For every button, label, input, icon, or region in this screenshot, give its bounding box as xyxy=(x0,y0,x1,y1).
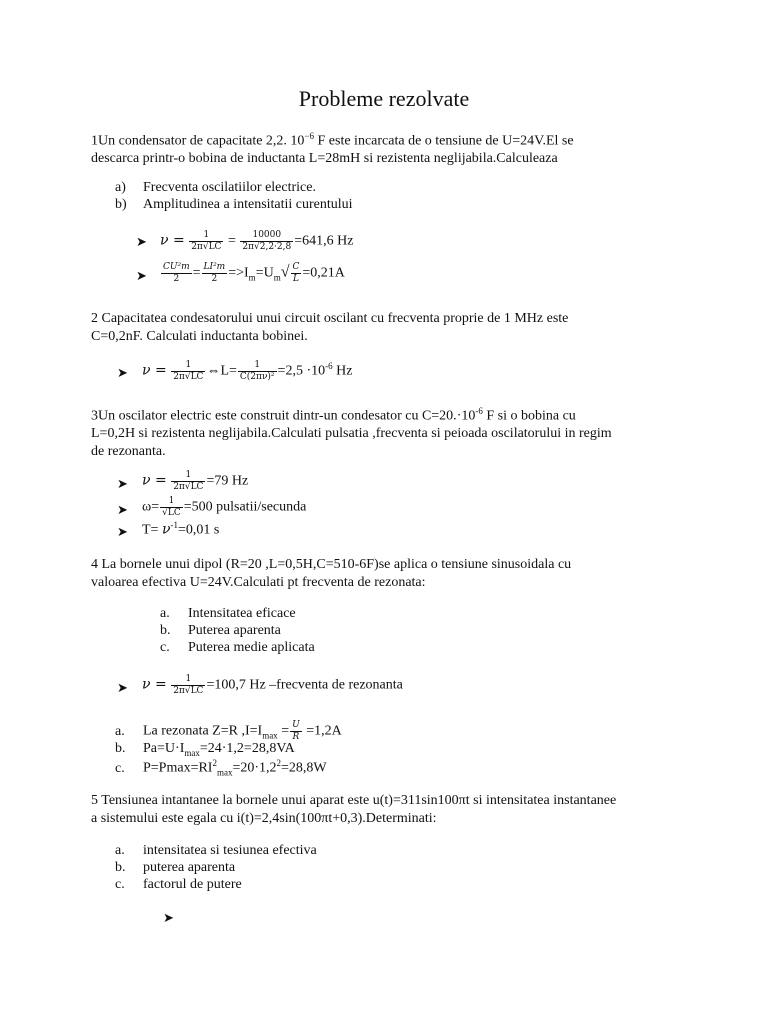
problem-3-solution-3: $T= \nu^{-1}=0,01$ s xyxy=(142,520,220,538)
fraction: $\frac{1}{√LC}$ xyxy=(162,496,181,518)
problem-1-solution-2: $\frac{\text{CU²m}}{2}$ = $\frac{\text{LI²m}}{2}$ $=>I_m=U_m√$ $\frac{C}{L}$ =0,21A xyxy=(163,262,345,284)
arrow-bullet-icon: ➤ xyxy=(117,476,128,491)
problem-4-solution: ν = $\frac{1}{2\pi√LC}$ =100,7 Hz –frecventa de rezonanta xyxy=(142,674,403,696)
arrow-bullet-icon: ➤ xyxy=(117,524,128,539)
problem-1-exponent: −6 xyxy=(304,131,314,141)
fraction: $\frac{\text{LI²m}}{2}$ xyxy=(203,262,226,284)
problem-3-solution-1: ν = $\frac{1}{2\pi√LC}$ =79 Hz xyxy=(142,470,249,492)
item-text: Frecventa oscilatiilor electrice. xyxy=(143,180,316,195)
problem-5-item-b: b. puterea aparenta xyxy=(115,860,236,875)
problem-2-statement: 2 Capacitatea condesatorului unui circuit oscilant cu frecventa proprie de 1 MHz este C=0,2nF. Calculati inductanta bobinei. xyxy=(91,311,569,344)
problem-4-item-c: c. Puterea medie aplicata xyxy=(160,640,315,655)
arrow-bullet-icon: ➤ xyxy=(117,680,128,695)
problem-4-item-b: b. Puterea aparenta xyxy=(160,623,281,638)
problem-1-line-2: descarca printr-o bobina de inductanta L=28mH si rezistenta neglijabila.Calculeaza xyxy=(91,151,558,167)
problem-1-item-a xyxy=(115,180,316,196)
fraction: $\frac{U}{R}$ xyxy=(292,720,300,742)
problem-3-solution-2: ω= $\frac{1}{√LC}$ =500 pulsatii/secunda xyxy=(142,496,307,518)
formula-result: =641,6 Hz xyxy=(294,233,354,249)
arrow-bullet-icon: ➤ xyxy=(117,365,128,380)
problem-4-answer-a: a. La rezonata Z=R $,I=I_{max}$ = $\frac{U}{R}$ =1,2A xyxy=(115,720,342,742)
fraction: $\frac{1}{2\pi√LC}$ xyxy=(173,674,204,696)
arrow-bullet-icon: ➤ xyxy=(136,234,147,249)
problem-4-item-a: a. Intensitatea eficace xyxy=(160,606,296,621)
page-title: Probleme rezolvate xyxy=(298,86,470,111)
fraction: $\frac{\text{CU²m}}{2}$ xyxy=(163,262,190,284)
problem-1-text: 1Un condensator de capacitate 2,2. 10 xyxy=(91,133,305,149)
arrow-bullet-icon: ➤ xyxy=(117,502,128,517)
fraction: $\frac{10000}{2\pi√2,2\cdot 2,8}$ xyxy=(242,230,292,252)
item-marker: a) xyxy=(115,180,126,195)
problem-1-item-b xyxy=(115,197,353,213)
fraction: $\frac{1}{2\pi√LC}$ xyxy=(173,470,204,492)
problem-4-statement: 4 La bornele unui dipol (R=20 ,L=0,5H,C=510-6F)se aplica o tensiune sinusoidala cu valoarea efectiva U=24V.Calculati pt frecventa de rezonata: xyxy=(91,557,572,590)
problem-4-answer-c: c. $P=Pmax=RI^2_{max}=20\cdot 1,2^2=28,8W$ xyxy=(115,758,327,778)
formula-result: =0,21A xyxy=(302,265,345,281)
item-text: Amplitudinea a intensitatii curentului xyxy=(143,197,353,212)
fraction: $\frac{C}{L}$ xyxy=(292,262,300,284)
problem-1-text-cont: F este incarcata de o tensiune de U=24V.El se xyxy=(314,133,574,149)
problem-4-answer-b: b. $Pa=U\cdot I_{max}=24\cdot 1,2=28,8VA$ xyxy=(115,741,295,758)
problem-1-statement xyxy=(91,128,681,168)
fraction: $\frac{1}{2\pi√LC}$ xyxy=(191,230,222,252)
problem-5-item-c: c. factorul de putere xyxy=(115,877,242,892)
problem-2-solution: ν = $\frac{1}{2\pi√LC}$ ⇔L= $\frac{1}{\text{C(2πν)²}}$ $=2,5 \cdot 10^{-6}$ Hz xyxy=(142,360,353,382)
formula-lhs: ν = xyxy=(160,232,185,249)
item-marker: b) xyxy=(115,197,127,212)
problem-5-item-a: a. intensitatea si tesiunea efectiva xyxy=(115,843,317,858)
fraction: $\frac{1}{\text{C(2πν)²}}$ xyxy=(239,360,275,382)
problem-3-statement: 3Un oscilator electric este construit dintr-un condesator cu $C=20.\cdot 10^{-6}$ F si o bobina cu L=0,2H si rezistenta neglijabila.Calculati pulsatia ,frecventa si peioada oscilatorului in regim de rezonanta. xyxy=(91,406,612,459)
problem-5-statement: 5 Tensiunea intantanee la bornele unui aparat este u(t)=311sin100πt si intensitatea instantanee a sistemului este egala cu i(t)=2,4sin(100πt+0,3).Determinati: xyxy=(91,793,617,826)
fraction: $\frac{1}{2\pi√LC}$ xyxy=(173,360,204,382)
arrow-bullet-icon: ➤ xyxy=(136,268,147,283)
problem-1-solution-1: ν = $\frac{1}{2\pi√LC}$ = $\frac{10000}{2\pi√2,2\cdot 2,8}$ =641,6 Hz xyxy=(160,230,354,252)
arrow-bullet-icon: ➤ xyxy=(163,910,174,925)
